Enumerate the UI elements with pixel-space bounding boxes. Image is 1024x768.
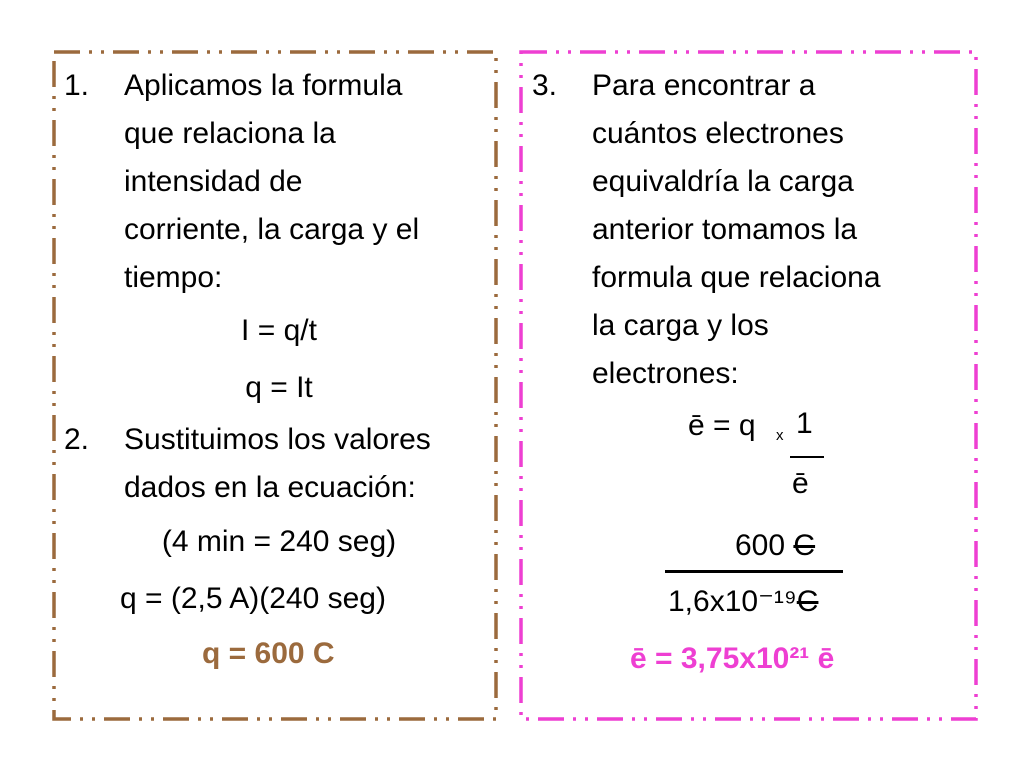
step-2-line: dados en la ecuación: (124, 471, 416, 504)
fraction-denominator-value: 1,6x10⁻¹⁹ (668, 585, 797, 618)
step-1-line: Aplicamos la formula (124, 69, 403, 102)
step-1-line: intensidad de (124, 165, 303, 198)
step-1-number: 1. (64, 69, 90, 102)
step-3-line: equivaldría la carga (592, 165, 854, 198)
left-panel (64, 62, 494, 682)
substitution: q = (2,5 A)(240 seg) (120, 582, 386, 615)
fraction-numerator (735, 528, 815, 564)
step-1-line: tiempo: (124, 261, 223, 294)
time-conversion: (4 min = 240 seg) (161, 525, 397, 558)
step-3-line: electrones: (592, 357, 739, 390)
formula-fraction-bar (790, 456, 824, 458)
electron-formula-lhs: ē = q (688, 409, 756, 442)
formula-denominator: ē (792, 467, 809, 500)
step-1-line: corriente, la carga y el (124, 213, 420, 246)
step-3-line: formula que relaciona (592, 261, 881, 294)
formula-charge: q = It (245, 371, 313, 404)
right-panel (532, 62, 972, 398)
fraction-bar (665, 570, 843, 573)
step-2 (64, 416, 494, 512)
step-1 (64, 62, 494, 302)
step-3 (532, 62, 972, 398)
formula-current: I = q/t (241, 314, 317, 347)
step-3-line: Para encontrar a (592, 69, 816, 102)
step-3-line: anterior tomamos la (592, 213, 858, 246)
coulomb-unit: C (793, 529, 816, 562)
step-1-line: que relaciona la (124, 117, 336, 150)
times-sign: x (776, 427, 784, 444)
fraction-denominator (668, 584, 818, 620)
fraction-numerator-value: 600 (735, 529, 786, 562)
step-3-line: cuántos electrones (592, 117, 844, 150)
step-2-line: Sustituimos los valores (124, 423, 431, 456)
result-electrons: ē = 3,75x10²¹ ē (630, 642, 835, 675)
step-3-line: la carga y los (592, 309, 769, 342)
step-2-number: 2. (64, 423, 90, 456)
formula-numerator: 1 (796, 407, 813, 440)
result-charge: q = 600 C (202, 637, 335, 670)
coulomb-unit: C (796, 585, 819, 618)
step-3-number: 3. (532, 69, 558, 102)
